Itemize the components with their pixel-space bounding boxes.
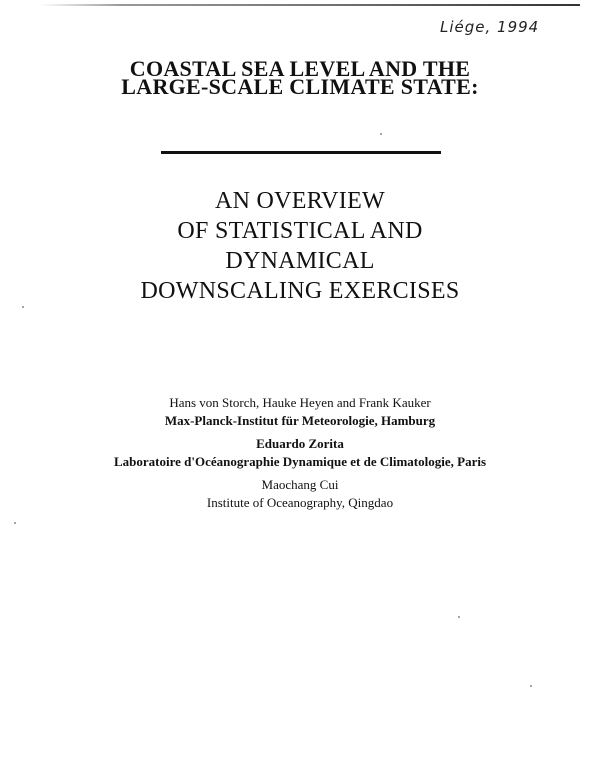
author-name-2: Eduardo Zorita [256, 436, 344, 451]
subtitle-line-1: AN OVERVIEW [214, 188, 385, 214]
affiliation-1: Max-Planck-Institut für Meteorologie, Hamburg [164, 413, 436, 428]
paper-subtitle [0, 186, 600, 306]
affiliation-3: Institute of Oceanography, Qingdao [206, 495, 394, 510]
paper-title [0, 56, 600, 99]
author-names-1: Hans von Storch, Hauke Heyen and Frank Kauker [169, 395, 431, 410]
subtitle-line-4: DOWNSCALING EXERCISES [140, 278, 460, 304]
scan-speck [14, 522, 16, 524]
title-line-1: COASTAL SEA LEVEL AND THE [129, 56, 471, 81]
title-line-2: LARGE-SCALE CLIMATE STATE: [121, 74, 479, 99]
subtitle-line-2: OF STATISTICAL AND [177, 218, 423, 244]
scan-speck [458, 616, 460, 618]
scan-speck [22, 306, 24, 308]
scan-speck [380, 133, 382, 135]
affiliation-2: Laboratoire d'Océanographie Dynamique et de Climatologie, Paris [113, 454, 487, 469]
title-divider [161, 151, 441, 154]
author-block [0, 394, 600, 512]
scan-edge-line [40, 4, 580, 6]
scan-speck [530, 685, 532, 687]
subtitle-line-3: DYNAMICAL [225, 248, 375, 274]
author-name-3: Maochang Cui [261, 477, 339, 492]
handwritten-note: Liége, 1994 [440, 18, 540, 36]
